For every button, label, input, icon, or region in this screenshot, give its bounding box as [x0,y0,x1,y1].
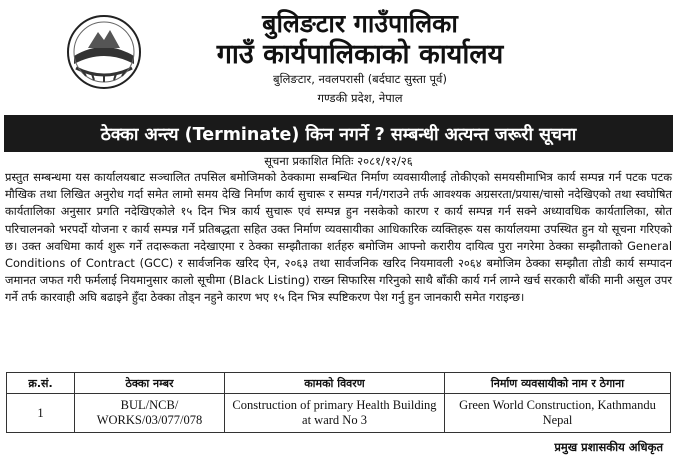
cell-contractor: Green World Construction, Kathmandu Nepal [445,394,671,433]
header-description: कामको विवरण [225,373,445,394]
notice-body: प्रस्तुत सम्बन्धमा यस कार्यालयबाट सञ्चालित तपसिल बमोजिमको ठेक्कामा सम्बन्धित निर्माण व्यवसायीलाई तोकीएको समयसीमाभित्र कार्य सम्पन्न गर्न पटक पटक मौखिक तथा लिखित अनुरोध गर्दा समेत लामो समय देखि निर्माण कार्य सुचारू र सम्पन्न गर्न/गराउने तर्फ आवश्यक अग्रसरता/प्रयास/चासो नदेखिएको तथा स्वघोषित कार्यतालिका अनुसार प्रगति नदेखिएकोले १५ दिन भित्र कार्य सुचारू एवं सम्पन्न हुन नसकेको कारण र कार्य सम्पन्न गर्न सक्ने अध्यावधिक कार्यतालिका, स्रोत परिचालनको भरपर्दो योजना र कार्य सम्पन्न गर्ने प्रतिबद्धता सहित उक्त निर्माण व्यवसायीका आधिकारिक व्यक्तिहरू यस कार्यालयमा उपस्थित हुन यो सूचना गरिएको छ। उक्त अवधिमा कार्य शुरू गर्ने तदारूकता नदेखाएमा र ठेक्का सम्झौताका शर्तहरु बमोजिम आफ्नो करारीय दायित्व पुरा नगरेमा ठेक्का सम्झौताको General Conditions of Contract (GCC) र सार्वजनिक खरिद ऐन, २०६३ तथा सार्वजनिक खरिद नियमावली २०६४ बमोजिम ठेक्का सम्झौता तोडी कार्य सम्पादन जमानत जफत गरी फर्मलाई नियमानुसार कालो सूचीमा (Black Listing) राख्न सिफारिस गरिनुको साथै बाँकी कार्य गर्न लाग्ने खर्च सरकारी बाँकी मानी असुल उपर गर्ने तर्फ कारवाही अघि बढाइने हुँदा ठेक्का तोड्न नहुने कारण भए १५ दिन भित्र स्पष्टिकरण पेश गर्नु हुन जानकारी समेत गराइन्छ। [5,170,672,305]
header-contract-no: ठेक्का नम्बर [75,373,225,394]
cell-description: Construction of primary Health Building at ward No 3 [225,394,445,433]
contract-table [6,372,671,433]
header-sn: क्र.सं. [7,373,75,394]
table-header-row [7,373,671,394]
office-name: गाउँ कार्यपालिकाको कार्यालय [216,39,504,70]
table-row [7,394,671,433]
cell-contract-no: BUL/NCB/ WORKS/03/077/078 [75,394,225,433]
province-name: गण्डकी प्रदेश, नेपाल [317,91,403,105]
header-contractor: निर्माण व्यवसायीको नाम र ठेगाना [445,373,671,394]
cell-sn: 1 [7,394,75,433]
signature-title: प्रमुख प्रशासकीय अधिकृत [554,440,663,454]
office-address: बुलिङटार, नवलपरासी (बर्दघाट सुस्ता पूर्व) [273,72,447,86]
government-emblem-icon [64,12,144,92]
municipality-name: बुलिङटार गाउँपालिका [262,9,458,38]
notice-title: ठेक्का अन्त्य (Terminate) किन नगर्ने ? सम्बन्धी अत्यन्त जरूरी सूचना [4,115,673,152]
published-date: सूचना प्रकाशित मितिः २०८१/१२/२६ [264,154,413,168]
